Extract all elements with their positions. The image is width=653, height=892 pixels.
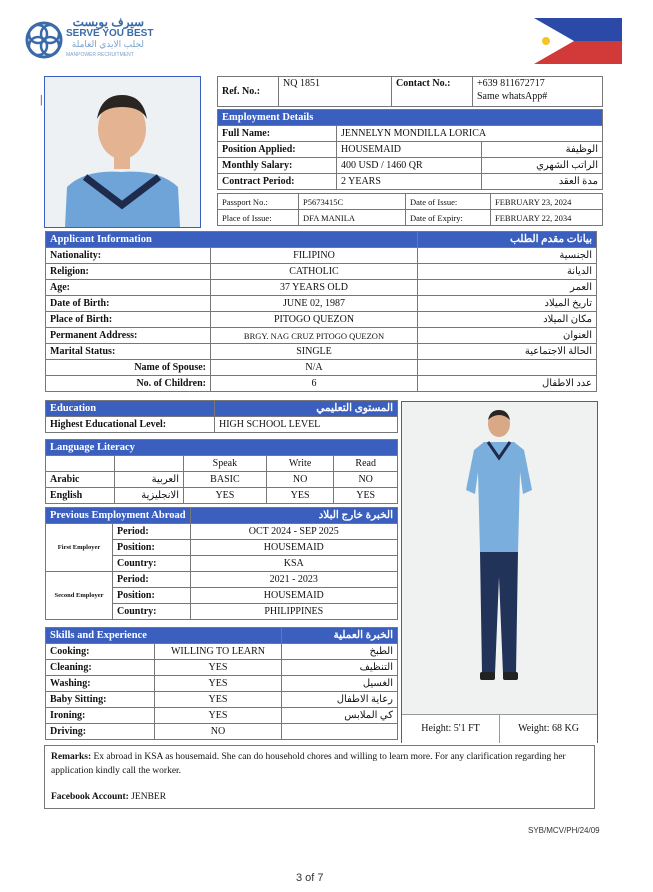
position-label: Position: [113, 540, 191, 556]
skill-label: Ironing: [46, 708, 155, 724]
issue-value: FEBRUARY 23, 2024 [491, 194, 603, 210]
applicant-value: PITOGO QUEZON [211, 312, 418, 328]
e1-country: KSA [190, 556, 397, 572]
skills-header: Skills and Experience [46, 628, 282, 644]
applicant-value: SINGLE [211, 344, 418, 360]
brand-name: SERVE YOU BEST [66, 28, 154, 39]
employment-value: HOUSEMAID [337, 142, 482, 158]
skill-label: Driving: [46, 724, 155, 740]
facebook-value: JENBER [131, 792, 167, 802]
language-header: Language Literacy [46, 440, 398, 456]
place-value: DFA MANILA [299, 210, 406, 226]
e1-period: OCT 2024 - SEP 2025 [190, 524, 397, 540]
skill-label: Cooking: [46, 644, 155, 660]
e2-period: 2021 - 2023 [190, 572, 397, 588]
passport-value: P5673415C [299, 194, 406, 210]
applicant-arabic: مكان الميلاد [418, 312, 597, 328]
ref-value: NQ 1851 [279, 77, 392, 107]
skill-label: Baby Sitting: [46, 692, 155, 708]
language-value: NO [266, 472, 334, 488]
applicant-arabic: الجنسية [418, 248, 597, 264]
applicant-arabic: العنوان [418, 328, 597, 344]
contact-whatsapp: Same whatsApp# [477, 91, 548, 102]
language-value: YES [184, 488, 267, 504]
page-indicator: 3 of 7 [296, 872, 324, 884]
language-value: BASIC [184, 472, 267, 488]
skill-arabic [282, 724, 398, 740]
applicant-value: 6 [211, 376, 418, 392]
applicant-label: No. of Children: [46, 376, 211, 392]
language-name: English [46, 488, 115, 504]
applicant-arabic [418, 360, 597, 376]
remarks-text: Ex abroad in KSA as housemaid. She can do household chores and willing to learn more. For any clarification regarding her application kindly call the worker. [51, 752, 566, 776]
contact-value: +639 811672717 [477, 78, 545, 89]
education-value: HIGH SCHOOL LEVEL [215, 417, 398, 433]
applicant-value: CATHOLIC [211, 264, 418, 280]
education-header-arabic: المستوى التعليمي [215, 401, 398, 417]
e1-position: HOUSEMAID [190, 540, 397, 556]
applicant-label: Age: [46, 280, 211, 296]
applicant-value: BRGY. NAG CRUZ PITOGO QUEZON [211, 328, 418, 344]
skills-header-arabic: الخبرة العملية [282, 628, 398, 644]
applicant-label: Name of Spouse: [46, 360, 211, 376]
employment-value: 400 USD / 1460 QR [337, 158, 482, 174]
applicant-portrait-photo [44, 76, 201, 228]
applicant-header: Applicant Information [46, 232, 418, 248]
skill-value: YES [155, 692, 282, 708]
brand-arabic: سيرف يوبست [72, 15, 144, 29]
language-name-arabic: العربية [115, 472, 184, 488]
employment-label: Full Name: [218, 126, 337, 142]
company-logo [24, 18, 64, 62]
employment-label: Position Applied: [218, 142, 337, 158]
applicant-value: JUNE 02, 1987 [211, 296, 418, 312]
remarks-label: Remarks: [51, 752, 92, 762]
skill-arabic: رعاية الاطفال [282, 692, 398, 708]
applicant-arabic: العمر [418, 280, 597, 296]
employment-value: JENNELYN MONDILLA LORICA [337, 126, 603, 142]
applicant-value: 37 YEARS OLD [211, 280, 418, 296]
skill-label: Washing: [46, 676, 155, 692]
applicant-arabic: الحالة الاجتماعية [418, 344, 597, 360]
applicant-label: Religion: [46, 264, 211, 280]
employment-arabic: الوظيفة [482, 142, 603, 158]
e2-position: HOUSEMAID [190, 588, 397, 604]
passport-label: Passport No.: [218, 194, 299, 210]
skill-value: NO [155, 724, 282, 740]
applicant-value: FILIPINO [211, 248, 418, 264]
skill-value: WILLING TO LEARN [155, 644, 282, 660]
education-label: Highest Educational Level: [46, 417, 215, 433]
applicant-fullbody-photo [401, 401, 598, 743]
position-label: Position: [113, 588, 191, 604]
expiry-label: Date of Expiry: [406, 210, 491, 226]
applicant-label: Place of Birth: [46, 312, 211, 328]
applicant-arabic: تاريخ الميلاد [418, 296, 597, 312]
applicant-arabic: الديانة [418, 264, 597, 280]
document-code: SYB/MCV/PH/24/09 [528, 826, 600, 835]
previous-header-arabic: الخبرة خارج البلاد [190, 508, 397, 524]
skill-value: YES [155, 676, 282, 692]
employment-header: Employment Details [218, 110, 603, 126]
period-label: Period: [113, 572, 191, 588]
employment-label: Monthly Salary: [218, 158, 337, 174]
weight-value: Weight: 68 KG [518, 723, 579, 734]
employment-value: 2 YEARS [337, 174, 482, 190]
applicant-label: Permanent Address: [46, 328, 211, 344]
language-col: Write [266, 456, 334, 472]
applicant-arabic: عدد الاطفال [418, 376, 597, 392]
brand-sub-arabic: لجلب الايدي العاملة [71, 39, 144, 49]
language-value: YES [266, 488, 334, 504]
brand-sub: MANPOWER RECRUITMENT [66, 52, 134, 58]
e2-country: PHILIPPINES [190, 604, 397, 620]
place-label: Place of Issue: [218, 210, 299, 226]
applicant-value: N/A [211, 360, 418, 376]
employment-label: Contract Period: [218, 174, 337, 190]
remarks-box [44, 745, 595, 809]
skill-value: YES [155, 660, 282, 676]
language-value: YES [334, 488, 398, 504]
employment-arabic: مدة العقد [482, 174, 603, 190]
education-header: Education [46, 401, 215, 417]
applicant-label: Nationality: [46, 248, 211, 264]
contact-label: Contact No.: [392, 77, 473, 107]
period-label: Period: [113, 524, 191, 540]
applicant-header-arabic: بيانات مقدم الطلب [418, 232, 597, 248]
skill-label: Cleaning: [46, 660, 155, 676]
language-col: Speak [184, 456, 267, 472]
skill-arabic: التنظيف [282, 660, 398, 676]
applicant-label: Date of Birth: [46, 296, 211, 312]
ref-label: Ref. No.: [218, 77, 279, 107]
language-name-arabic: الانجليزية [115, 488, 184, 504]
language-col: Read [334, 456, 398, 472]
language-value: NO [334, 472, 398, 488]
skill-arabic: كي الملابس [282, 708, 398, 724]
employment-arabic: الراتب الشهري [482, 158, 603, 174]
language-name: Arabic [46, 472, 115, 488]
second-employer-label: Second Employer [46, 572, 113, 620]
height-value: Height: 5'1 FT [402, 715, 500, 743]
country-label: Country: [113, 604, 191, 620]
skill-arabic: الغسيل [282, 676, 398, 692]
facebook-label: Facebook Account: [51, 792, 129, 802]
country-label: Country: [113, 556, 191, 572]
skill-arabic: الطبخ [282, 644, 398, 660]
applicant-label: Marital Status: [46, 344, 211, 360]
philippines-flag-icon [534, 18, 622, 64]
skill-value: YES [155, 708, 282, 724]
first-employer-label: First Employer [46, 524, 113, 572]
previous-header: Previous Employment Abroad [46, 508, 191, 524]
issue-label: Date of Issue: [406, 194, 491, 210]
expiry-value: FEBRUARY 22, 2034 [491, 210, 603, 226]
